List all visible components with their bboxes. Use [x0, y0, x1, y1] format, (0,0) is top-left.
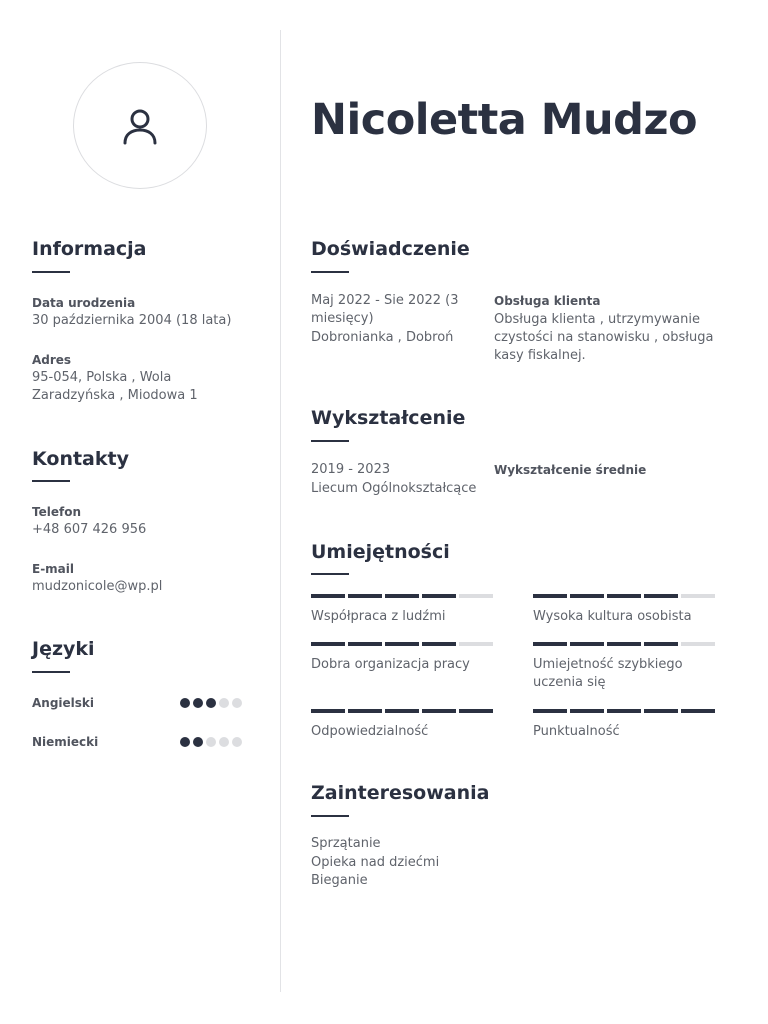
- skill-name: Umiejetność szybkiego uczenia się: [533, 657, 683, 690]
- skill-item: [533, 709, 715, 741]
- level-bar-filled: [348, 642, 382, 646]
- skill-level-bars: [533, 642, 715, 646]
- interest-item: Sprzątanie: [311, 836, 381, 851]
- skill-level-bars: [533, 594, 715, 598]
- experience-description: Obsługa klienta , utrzymywanie czystości na stanowisku , obsługa kasy fiskalnej.: [494, 312, 714, 363]
- level-dot-filled: [180, 698, 190, 708]
- education-dates: 2019 - 2023: [311, 462, 391, 477]
- skill-item: [533, 594, 715, 626]
- skill-level-bars: [311, 709, 493, 713]
- languages-title: Języki: [32, 638, 95, 660]
- level-bar-filled: [644, 594, 678, 598]
- experience-place: Dobronianka , Dobroń: [311, 330, 454, 345]
- interests-rule: [311, 815, 349, 817]
- level-bar-filled: [607, 594, 641, 598]
- level-dot-empty: [206, 737, 216, 747]
- level-dot-empty: [219, 698, 229, 708]
- level-bar-filled: [311, 709, 345, 713]
- level-dot-filled: [180, 737, 190, 747]
- skill-name: Wysoka kultura osobista: [533, 609, 692, 624]
- skill-level-bars: [311, 594, 493, 598]
- level-bar-filled: [385, 594, 419, 598]
- avatar: [73, 62, 207, 189]
- level-bar-empty: [459, 642, 493, 646]
- skill-level-bars: [533, 709, 715, 713]
- skill-name: Współpraca z ludźmi: [311, 609, 446, 624]
- level-bar-filled: [644, 642, 678, 646]
- language-level-dots: [180, 737, 242, 747]
- languages-rule: [32, 671, 70, 673]
- address-value: 95-054, Polska , Wola Zaradzyńska , Miodowa 1: [32, 370, 198, 403]
- level-bar-filled: [385, 709, 419, 713]
- level-bar-filled: [348, 594, 382, 598]
- level-bar-filled: [385, 642, 419, 646]
- skills-title: Umiejętności: [311, 541, 450, 563]
- column-divider: [280, 30, 281, 992]
- level-dot-filled: [206, 698, 216, 708]
- contacts-title: Kontakty: [32, 448, 129, 470]
- level-bar-filled: [570, 709, 604, 713]
- phone-value: +48 607 426 956: [32, 522, 147, 537]
- level-bar-empty: [681, 594, 715, 598]
- language-level-dots: [180, 698, 242, 708]
- level-bar-filled: [348, 709, 382, 713]
- experience-rule: [311, 271, 349, 273]
- skill-item: [311, 594, 493, 626]
- level-bar-filled: [570, 642, 604, 646]
- level-bar-filled: [607, 642, 641, 646]
- level-bar-filled: [459, 709, 493, 713]
- skill-item: [533, 642, 715, 692]
- education-degree: Wykształcenie średnie: [494, 463, 647, 477]
- email-value: mudzonicole@wp.pl: [32, 579, 163, 594]
- skill-item: [311, 642, 493, 674]
- level-bar-filled: [570, 594, 604, 598]
- level-dot-empty: [232, 737, 242, 747]
- info-title: Informacja: [32, 238, 147, 260]
- experience-position: Obsługa klienta: [494, 294, 601, 308]
- language-name: Angielski: [32, 696, 95, 710]
- skill-level-bars: [311, 642, 493, 646]
- user-icon: [120, 106, 160, 146]
- address-label: Adres: [32, 353, 72, 367]
- skill-item: [311, 709, 493, 741]
- level-bar-filled: [681, 709, 715, 713]
- experience-title: Doświadczenie: [311, 238, 470, 260]
- level-bar-filled: [607, 709, 641, 713]
- level-dot-empty: [219, 737, 229, 747]
- education-title: Wykształcenie: [311, 407, 466, 429]
- skill-name: Punktualność: [533, 724, 620, 739]
- experience-dates: Maj 2022 - Sie 2022 (3 miesięcy): [311, 293, 459, 326]
- level-bar-filled: [533, 594, 567, 598]
- education-school: Liecum Ogólnokształcące: [311, 481, 477, 496]
- skill-name: Dobra organizacja pracy: [311, 657, 470, 672]
- level-bar-filled: [533, 642, 567, 646]
- level-dot-filled: [193, 698, 203, 708]
- level-bar-empty: [681, 642, 715, 646]
- interest-item: Opieka nad dziećmi: [311, 855, 440, 870]
- level-bar-filled: [422, 594, 456, 598]
- level-bar-filled: [644, 709, 678, 713]
- level-bar-filled: [311, 642, 345, 646]
- level-bar-empty: [459, 594, 493, 598]
- level-bar-filled: [533, 709, 567, 713]
- level-bar-filled: [311, 594, 345, 598]
- birth-label: Data urodzenia: [32, 296, 136, 310]
- contacts-rule: [32, 480, 70, 482]
- level-dot-empty: [232, 698, 242, 708]
- skill-name: Odpowiedzialność: [311, 724, 429, 739]
- interest-item: Bieganie: [311, 873, 368, 888]
- candidate-name: Nicoletta Mudzo: [311, 95, 698, 145]
- level-dot-filled: [193, 737, 203, 747]
- interests-title: Zainteresowania: [311, 782, 490, 804]
- info-rule: [32, 271, 70, 273]
- birth-value: 30 października 2004 (18 lata): [32, 313, 232, 328]
- email-label: E-mail: [32, 562, 75, 576]
- phone-label: Telefon: [32, 505, 81, 519]
- skills-rule: [311, 573, 349, 575]
- level-bar-filled: [422, 709, 456, 713]
- level-bar-filled: [422, 642, 456, 646]
- language-name: Niemiecki: [32, 735, 99, 749]
- education-rule: [311, 440, 349, 442]
